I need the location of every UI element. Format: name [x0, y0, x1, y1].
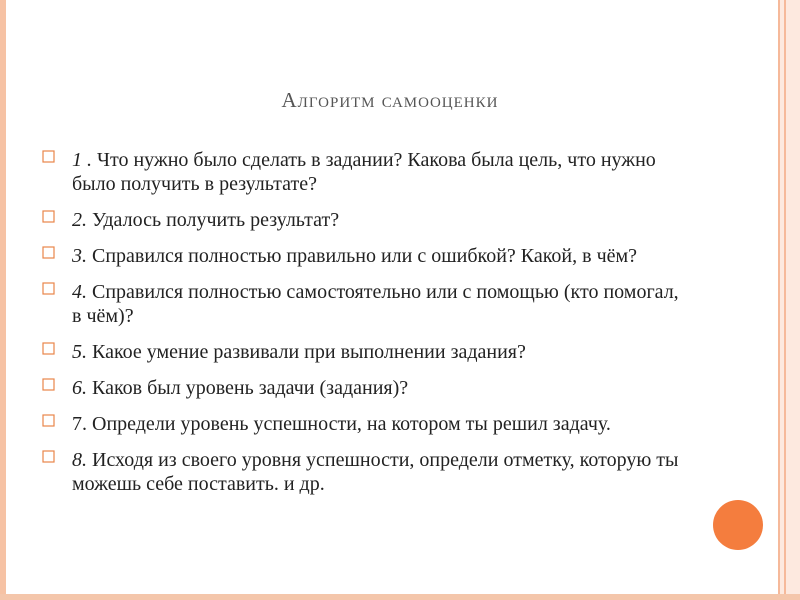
list-item: 4. Справился полностью самостоятельно или с помощью (кто помогал, в чём)? — [42, 280, 692, 328]
list-item: 1 . Что нужно было сделать в задании? Какова была цель, что нужно было получить в результате? — [42, 148, 692, 196]
list-item: 8. Исходя из своего уровня успешности, определи отметку, которую ты можешь себе поставить. и др. — [42, 448, 692, 496]
frame-left-border — [0, 0, 6, 600]
bullet-icon — [42, 450, 55, 463]
algorithm-list — [42, 148, 692, 508]
frame-bottom-border — [0, 594, 800, 600]
list-item: 5. Какое умение развивали при выполнении задания? — [42, 340, 692, 364]
list-item: 2. Удалось получить результат? — [42, 208, 692, 232]
bullet-icon — [42, 150, 55, 163]
bullet-icon — [42, 246, 55, 259]
bullet-icon — [42, 282, 55, 295]
bullet-icon — [42, 378, 55, 391]
slide-title: Алгоритм самооценки — [281, 88, 499, 112]
frame-right-band — [780, 0, 800, 600]
frame-right-line — [778, 0, 780, 600]
list-item: 7. Определи уровень успешности, на котором ты решил задачу. — [42, 412, 692, 436]
list-item: 6. Каков был уровень задачи (задания)? — [42, 376, 692, 400]
frame-right-line — [784, 0, 786, 600]
bullet-icon — [42, 414, 55, 427]
bullet-icon — [42, 342, 55, 355]
list-item: 3. Справился полностью правильно или с ошибкой? Какой, в чём? — [42, 244, 692, 268]
bullet-icon — [42, 210, 55, 223]
decorative-circle — [713, 500, 763, 550]
